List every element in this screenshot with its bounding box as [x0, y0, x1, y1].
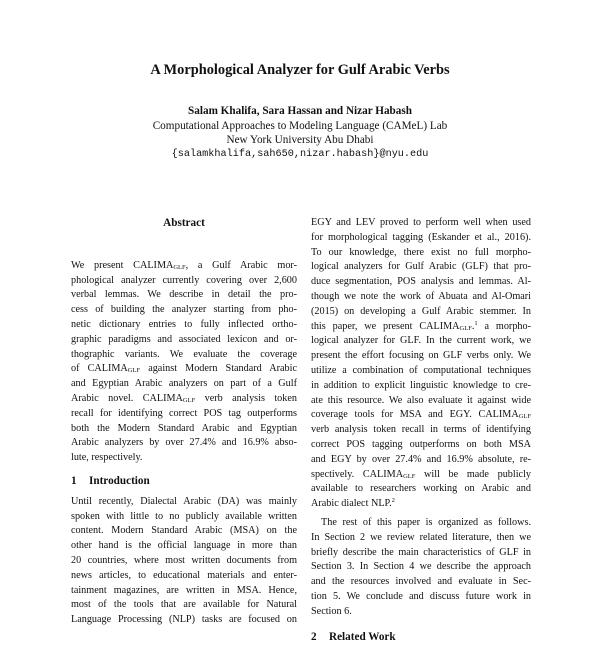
intro-line: (2015) on developing a Gulf Arabic stemmer. In — [311, 305, 531, 317]
abstract-line: We present $CALIMA_{GLF}$, a Gulf Arabic mor- — [71, 259, 298, 271]
intro-line: EGY and LEV proved to perform well when used — [311, 217, 531, 228]
intro-line: this paper, we present $CALIMA_{GLF}.^1$ a morpho- — [311, 319, 531, 332]
organization-paragraph — [311, 516, 531, 620]
left-column — [71, 216, 297, 628]
affiliation-university: New York University Abu Dhabi — [226, 134, 374, 146]
abstract-line: graphic paradigms and associated lexicon and or- — [71, 333, 297, 345]
intro-line: logical analyzer for GLF. In the current work, we — [311, 335, 531, 347]
intro-continued — [311, 216, 531, 512]
introduction-body — [71, 495, 297, 628]
intro-line: other hand is the official language in more than — [71, 540, 297, 552]
intro-line: utilize a combination of computational techniques — [311, 364, 531, 376]
abstract-body — [71, 259, 297, 466]
intro-line: though we note the work of Abuata and Al-Omari — [311, 290, 531, 302]
intro-line: for morphological tagging (Eskander et al., 2016). — [311, 231, 531, 243]
intro-line: and EGY by over 27.4% and 16.9% absolute, re- — [311, 453, 531, 465]
affiliation-lab: Computational Approaches to Modeling Language (CAMeL) Lab — [152, 120, 448, 132]
footnote-ref-2: 2 — [391, 497, 395, 505]
abstract-heading: Abstract — [163, 217, 205, 229]
intro-line: available to researchers working on Arabic and — [311, 483, 531, 495]
footnote-ref-1: 1 — [474, 319, 478, 327]
abstract-line: recall for identifying correct POS tag outperforms — [71, 407, 297, 419]
abstract-line: netic dictionary entries to fully inflected ortho- — [71, 318, 297, 330]
abstract-line: lute, respectively. — [71, 452, 143, 464]
author-emails: {salamkhalifa,sah650,nizar.habash}@nyu.edu — [171, 149, 429, 160]
abstract-line: verbal lemmas. We describe in detail the pro- — [71, 289, 297, 301]
abstract-line: Arabic novel. $CALIMA_{GLF}$ verb analysis token — [71, 392, 297, 404]
right-column — [311, 216, 531, 650]
intro-line: and the resources involved and evaluate in Sec- — [311, 576, 531, 588]
paper-authors: Salam Khalifa, Sara Hassan and Nizar Habash — [188, 105, 412, 117]
abstract-line: phological analyzer currently covering over 2,600 — [71, 274, 297, 286]
intro-line: Section 6. — [311, 605, 352, 617]
intro-line: ate this resource. We also evaluate it against wide — [311, 394, 531, 406]
abstract-line: cess of building the analyzer starting from pho- — [71, 304, 297, 316]
intro-line: 20 countries, where most written documents from — [71, 554, 297, 566]
abstract-line: both the Modern Standard Arabic and Egyptian — [71, 422, 297, 434]
intro-line: tainment magazines, are written in MSA. Hence, — [71, 584, 297, 596]
intro-line: duce segmentation, POS analysis and lemmas. Al- — [311, 276, 531, 288]
intro-line: correct POS tagging outperforms on both MSA — [311, 438, 531, 450]
intro-line: spoken with little to no publicly available written — [71, 510, 297, 522]
intro-line: spectively. $CALIMA_{GLF}$ will be made publicly — [311, 468, 531, 480]
intro-line: Language Processing (NLP) tasks are focused on — [71, 614, 297, 626]
intro-line: most of the tools that are available for Natural — [71, 599, 297, 611]
intro-line: in addition to explicit linguistic knowledge to cre- — [311, 379, 531, 391]
intro-line: present the effort focusing on GLF verbs only. We — [311, 350, 531, 362]
intro-line: news articles, to educational materials and enter- — [71, 569, 297, 581]
intro-line: Section 3. In Section 4 we describe the approach — [311, 561, 531, 573]
section-heading-introduction: 1 Introduction — [71, 474, 150, 487]
intro-line: logical analyzers for Gulf Arabic (GLF) that pro- — [311, 261, 531, 273]
intro-line: briefly describe the main characteristics of GLF in — [311, 546, 531, 558]
intro-line: Until recently, Dialectal Arabic (DA) was mainly — [71, 495, 297, 507]
abstract-line: and Egyptian Arabic analyzers on part of a Gulf — [71, 378, 297, 390]
intro-line: verb analysis token recall in terms of identifying — [311, 424, 531, 436]
abstract-line: Arabic analyzers by over 27.4% and 16.9% abso- — [71, 437, 297, 449]
intro-line: content. Modern Standard Arabic (MSA) on the — [71, 525, 297, 537]
intro-line: Arabic dialect NLP.$^2$ — [311, 497, 395, 510]
abstract-line: thographic variants. We evaluate the coverage — [71, 348, 297, 360]
intro-line: coverage tools for MSA and EGY. $CALIMA_{GLF}$ — [311, 409, 531, 421]
intro-line: tion 5. We conclude and discuss future work in — [311, 590, 531, 602]
section-heading-related-work: 2 Related Work — [311, 630, 396, 643]
intro-line: In Section 2 we review related literature, then we — [311, 531, 531, 543]
abstract-line: of $CALIMA_{GLF}$ against Modern Standard Arabic — [71, 363, 298, 375]
intro-line: To our knowledge, there exist no full morpho- — [311, 246, 531, 258]
intro-line: The rest of this paper is organized as follows. — [321, 516, 531, 528]
paper-title: A Morphological Analyzer for Gulf Arabic Verbs — [150, 62, 450, 78]
